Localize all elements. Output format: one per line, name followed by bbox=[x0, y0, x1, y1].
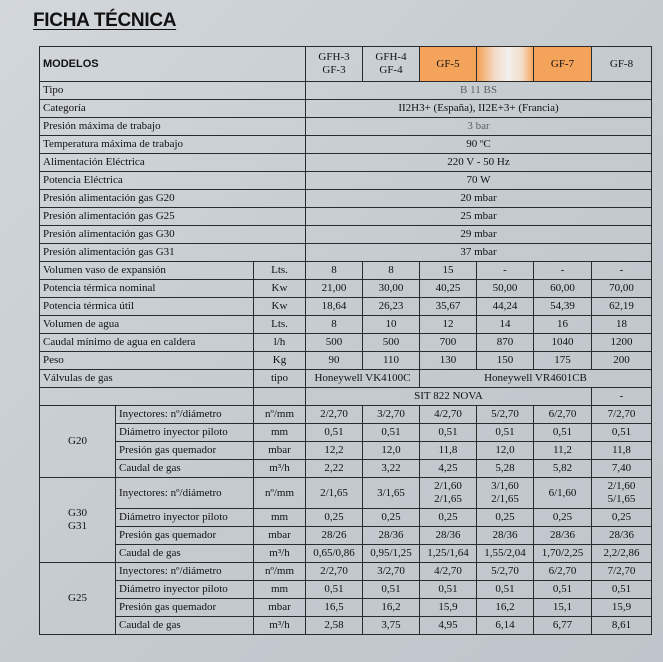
cell-value: 0,51 bbox=[306, 581, 363, 599]
row-value: 3 bar bbox=[306, 118, 652, 136]
table-row bbox=[40, 406, 652, 424]
row-label: Presión alimentación gas G31 bbox=[40, 244, 306, 262]
cell-value: 12 bbox=[420, 316, 477, 334]
cell-value: 35,67 bbox=[420, 298, 477, 316]
cell-value: 30,00 bbox=[363, 280, 420, 298]
cell-value: 5/2,70 bbox=[477, 406, 534, 424]
row-label: Inyectores: nº/diámetro bbox=[116, 563, 254, 581]
cell-value: 8 bbox=[363, 262, 420, 280]
cell-value: 28/36 bbox=[534, 527, 592, 545]
cell-value: 0,51 bbox=[363, 424, 420, 442]
row-label: Alimentación Eléctrica bbox=[40, 154, 306, 172]
cell-value: 1040 bbox=[534, 334, 592, 352]
row-label: Diámetro inyector piloto bbox=[116, 581, 254, 599]
row-label: Presión gas quemador bbox=[116, 527, 254, 545]
cell-value: 0,65/0,86 bbox=[306, 545, 363, 563]
row-label: Inyectores: nº/diámetro bbox=[116, 406, 254, 424]
cell-value: 0,25 bbox=[363, 509, 420, 527]
cell-value: 3,75 bbox=[363, 617, 420, 635]
cell-value: 60,00 bbox=[534, 280, 592, 298]
cell-value: 5/2,70 bbox=[477, 563, 534, 581]
cell-value: 28/26 bbox=[306, 527, 363, 545]
cell-value: 130 bbox=[420, 352, 477, 370]
cell-value: 4,25 bbox=[420, 460, 477, 478]
table-row bbox=[40, 442, 652, 460]
row-label: Presión gas quemador bbox=[116, 442, 254, 460]
table-row bbox=[40, 545, 652, 563]
row-unit: mm bbox=[254, 581, 306, 599]
model-header: GFH-4 GF-4 bbox=[363, 47, 420, 82]
cell-value: 62,19 bbox=[592, 298, 652, 316]
table-row bbox=[40, 581, 652, 599]
cell-value: 5,28 bbox=[477, 460, 534, 478]
cell-value: 0,51 bbox=[306, 424, 363, 442]
row-value: 37 mbar bbox=[306, 244, 652, 262]
cell-value: 2/1,60 5/1,65 bbox=[592, 478, 652, 509]
cell-value: 50,00 bbox=[477, 280, 534, 298]
cell-value: 6/2,70 bbox=[534, 406, 592, 424]
cell-value: 16 bbox=[534, 316, 592, 334]
cell-value: 1,55/2,04 bbox=[477, 545, 534, 563]
cell-value: 6/2,70 bbox=[534, 563, 592, 581]
row-unit: Lts. bbox=[254, 316, 306, 334]
table-row bbox=[40, 370, 652, 388]
cell-value: 700 bbox=[420, 334, 477, 352]
cell-value: 2/1,65 bbox=[306, 478, 363, 509]
cell-value: 15,1 bbox=[534, 599, 592, 617]
cell-value: 1,25/1,64 bbox=[420, 545, 477, 563]
table-row bbox=[40, 388, 652, 406]
row-label: Inyectores: nº/diámetro bbox=[116, 478, 254, 509]
modelos-label: MODELOS bbox=[40, 47, 306, 82]
row-unit: mbar bbox=[254, 599, 306, 617]
cell-value: 0,25 bbox=[592, 509, 652, 527]
cell-value: 14 bbox=[477, 316, 534, 334]
cell-value: 12,0 bbox=[363, 442, 420, 460]
table-row bbox=[40, 208, 652, 226]
cell-value: 8 bbox=[306, 262, 363, 280]
cell-value: 26,23 bbox=[363, 298, 420, 316]
cell-value: 1,70/2,25 bbox=[534, 545, 592, 563]
row-unit: nº/mm bbox=[254, 406, 306, 424]
model-header: GF-7 bbox=[534, 47, 592, 82]
cell-value: 4/2,70 bbox=[420, 563, 477, 581]
table-row bbox=[40, 100, 652, 118]
cell-value: 0,51 bbox=[363, 581, 420, 599]
row-label: Presión máxima de trabajo bbox=[40, 118, 306, 136]
table-row bbox=[40, 527, 652, 545]
row-label: Caudal mínimo de agua en caldera bbox=[40, 334, 254, 352]
cell-value: 44,24 bbox=[477, 298, 534, 316]
row-value: 70 W bbox=[306, 172, 652, 190]
table-row bbox=[40, 509, 652, 527]
model-header-obscured bbox=[477, 47, 534, 82]
valve-b: Honeywell VR4601CB bbox=[420, 370, 652, 388]
cell-value: 54,39 bbox=[534, 298, 592, 316]
row-value: II2H3+ (España), II2E+3+ (Francia) bbox=[306, 100, 652, 118]
row-value: 25 mbar bbox=[306, 208, 652, 226]
spec-table bbox=[39, 46, 652, 635]
cell-value: 16,5 bbox=[306, 599, 363, 617]
table-row bbox=[40, 244, 652, 262]
cell-value: 18,64 bbox=[306, 298, 363, 316]
row-value: 20 mbar bbox=[306, 190, 652, 208]
cell-value: 3,22 bbox=[363, 460, 420, 478]
row-unit: tipo bbox=[254, 370, 306, 388]
row-label: Presión gas quemador bbox=[116, 599, 254, 617]
cell-value: 8,61 bbox=[592, 617, 652, 635]
cell-value: 11,2 bbox=[534, 442, 592, 460]
row-label: Caudal de gas bbox=[116, 460, 254, 478]
table-row bbox=[40, 190, 652, 208]
cell-value: 4/2,70 bbox=[420, 406, 477, 424]
row-label: Volumen vaso de expansión bbox=[40, 262, 254, 280]
cell-value: 150 bbox=[477, 352, 534, 370]
valve-c: SIT 822 NOVA bbox=[306, 388, 592, 406]
cell-value: 3/2,70 bbox=[363, 406, 420, 424]
table-row bbox=[40, 118, 652, 136]
row-label: Tipo bbox=[40, 82, 306, 100]
row-value: 220 V - 50 Hz bbox=[306, 154, 652, 172]
cell-value: 6,77 bbox=[534, 617, 592, 635]
row-label: Potencia térmica útil bbox=[40, 298, 254, 316]
row-label: Caudal de gas bbox=[116, 545, 254, 563]
table-row bbox=[40, 352, 652, 370]
cell-value: 0,95/1,25 bbox=[363, 545, 420, 563]
row-label: Presión alimentación gas G20 bbox=[40, 190, 306, 208]
row-value: 90 ºC bbox=[306, 136, 652, 154]
table-row bbox=[40, 172, 652, 190]
row-label: Presión alimentación gas G30 bbox=[40, 226, 306, 244]
row-label: Volumen de agua bbox=[40, 316, 254, 334]
row-value: B 11 BS bbox=[306, 82, 652, 100]
cell-value: 3/1,60 2/1,65 bbox=[477, 478, 534, 509]
cell-value: 7/2,70 bbox=[592, 563, 652, 581]
cell-value: 2/2,70 bbox=[306, 563, 363, 581]
cell-value: 3/2,70 bbox=[363, 563, 420, 581]
cell-value: 0,25 bbox=[534, 509, 592, 527]
row-label: Caudal de gas bbox=[116, 617, 254, 635]
cell-value: 16,2 bbox=[363, 599, 420, 617]
cell-value: 7,40 bbox=[592, 460, 652, 478]
cell-value: 2,2/2,86 bbox=[592, 545, 652, 563]
cell-value: 40,25 bbox=[420, 280, 477, 298]
cell-value: 90 bbox=[306, 352, 363, 370]
cell-value: - bbox=[592, 262, 652, 280]
cell-value: 0,51 bbox=[534, 581, 592, 599]
cell-value: 175 bbox=[534, 352, 592, 370]
cell-value: 5,82 bbox=[534, 460, 592, 478]
table-row bbox=[40, 617, 652, 635]
cell-value: 10 bbox=[363, 316, 420, 334]
row-unit: l/h bbox=[254, 334, 306, 352]
valve-d: - bbox=[592, 388, 652, 406]
cell-value: 0,51 bbox=[420, 581, 477, 599]
cell-value: 0,51 bbox=[477, 424, 534, 442]
cell-value: 2/1,60 2/1,65 bbox=[420, 478, 477, 509]
cell-value: 15 bbox=[420, 262, 477, 280]
cell-value: 15,9 bbox=[592, 599, 652, 617]
cell-value: 1200 bbox=[592, 334, 652, 352]
row-unit: m³/h bbox=[254, 460, 306, 478]
gas-group-g30-g31: G30 G31 bbox=[40, 478, 116, 563]
cell-value: 6/1,60 bbox=[534, 478, 592, 509]
table-row bbox=[40, 226, 652, 244]
table-row bbox=[40, 334, 652, 352]
row-label: Temperatura máxima de trabajo bbox=[40, 136, 306, 154]
table-row bbox=[40, 154, 652, 172]
model-header: GF-5 bbox=[420, 47, 477, 82]
row-value: 29 mbar bbox=[306, 226, 652, 244]
gas-group-g20: G20 bbox=[40, 406, 116, 478]
cell-value: 16,2 bbox=[477, 599, 534, 617]
model-header: GFH-3 GF-3 bbox=[306, 47, 363, 82]
cell-value: - bbox=[477, 262, 534, 280]
row-unit: m³/h bbox=[254, 545, 306, 563]
cell-value: 0,25 bbox=[477, 509, 534, 527]
cell-value: 110 bbox=[363, 352, 420, 370]
cell-value: 18 bbox=[592, 316, 652, 334]
table-row bbox=[40, 262, 652, 280]
row-label: Potencia térmica nominal bbox=[40, 280, 254, 298]
cell-value: 12,0 bbox=[477, 442, 534, 460]
table-row bbox=[40, 599, 652, 617]
row-unit: mm bbox=[254, 509, 306, 527]
row-label: Válvulas de gas bbox=[40, 370, 254, 388]
cell-value: 870 bbox=[477, 334, 534, 352]
row-unit: mbar bbox=[254, 442, 306, 460]
cell-value: 0,25 bbox=[420, 509, 477, 527]
cell-value: - bbox=[534, 262, 592, 280]
cell-value: 7/2,70 bbox=[592, 406, 652, 424]
header-row bbox=[40, 47, 652, 82]
cell-value: 11,8 bbox=[420, 442, 477, 460]
row-label: Presión alimentación gas G25 bbox=[40, 208, 306, 226]
table-row bbox=[40, 82, 652, 100]
cell-value: 28/36 bbox=[592, 527, 652, 545]
table-row bbox=[40, 316, 652, 334]
row-unit: Kw bbox=[254, 298, 306, 316]
cell-value: 0,51 bbox=[477, 581, 534, 599]
row-label: Diámetro inyector piloto bbox=[116, 509, 254, 527]
cell-value: 6,14 bbox=[477, 617, 534, 635]
cell-value: 500 bbox=[306, 334, 363, 352]
cell-value: 500 bbox=[363, 334, 420, 352]
cell-value: 8 bbox=[306, 316, 363, 334]
cell-value: 28/36 bbox=[420, 527, 477, 545]
cell-value: 0,25 bbox=[306, 509, 363, 527]
row-unit: nº/mm bbox=[254, 563, 306, 581]
row-unit: mm bbox=[254, 424, 306, 442]
cell-value: 4,95 bbox=[420, 617, 477, 635]
cell-value: 2/2,70 bbox=[306, 406, 363, 424]
row-unit: Kg bbox=[254, 352, 306, 370]
cell-value: 12,2 bbox=[306, 442, 363, 460]
row-label: Potencia Eléctrica bbox=[40, 172, 306, 190]
cell-value: 70,00 bbox=[592, 280, 652, 298]
cell-value: 2,22 bbox=[306, 460, 363, 478]
table-row bbox=[40, 136, 652, 154]
model-header: GF-8 bbox=[592, 47, 652, 82]
row-label: Categoría bbox=[40, 100, 306, 118]
cell-value: 0,51 bbox=[420, 424, 477, 442]
cell-value: 28/36 bbox=[363, 527, 420, 545]
cell-value: 28/36 bbox=[477, 527, 534, 545]
table-row bbox=[40, 478, 652, 509]
cell-value: 21,00 bbox=[306, 280, 363, 298]
table-row bbox=[40, 298, 652, 316]
cell-value: 0,51 bbox=[592, 424, 652, 442]
table-row bbox=[40, 424, 652, 442]
cell-value: 0,51 bbox=[592, 581, 652, 599]
row-unit: m³/h bbox=[254, 617, 306, 635]
cell-value: 2,58 bbox=[306, 617, 363, 635]
cell-value: 0,51 bbox=[534, 424, 592, 442]
table-row bbox=[40, 460, 652, 478]
cell-value: 200 bbox=[592, 352, 652, 370]
row-unit: mbar bbox=[254, 527, 306, 545]
table-row bbox=[40, 280, 652, 298]
row-unit: Kw bbox=[254, 280, 306, 298]
cell-value: 3/1,65 bbox=[363, 478, 420, 509]
page-title: FICHA TÉCNICA bbox=[33, 10, 177, 31]
row-unit: Lts. bbox=[254, 262, 306, 280]
row-unit: nº/mm bbox=[254, 478, 306, 509]
valve-a: Honeywell VK4100C bbox=[306, 370, 420, 388]
table-row bbox=[40, 563, 652, 581]
row-label: Peso bbox=[40, 352, 254, 370]
cell-value: 15,9 bbox=[420, 599, 477, 617]
gas-group-g25: G25 bbox=[40, 563, 116, 635]
row-label: Diámetro inyector piloto bbox=[116, 424, 254, 442]
cell-value: 11,8 bbox=[592, 442, 652, 460]
